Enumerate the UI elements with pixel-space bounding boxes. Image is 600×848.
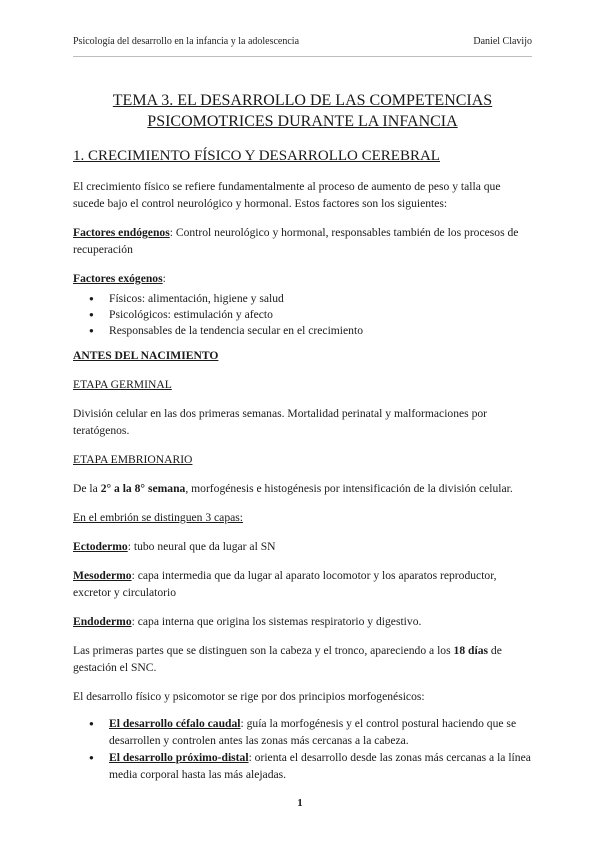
embryonic-stage-heading: ETAPA EMBRIONARIO — [73, 453, 193, 466]
endoderm-label: Endodermo — [73, 615, 132, 628]
gestation-days: 18 días — [453, 644, 489, 657]
principle-label: El desarrollo céfalo caudal — [109, 717, 241, 730]
header-course-title: Psicología del desarrollo en la infancia y la adolescencia — [73, 36, 300, 47]
first-parts-paragraph: Las primeras partes que se distinguen son la cabeza y el tronco, apareciendo a los 18 días de gestación el SNC. — [73, 644, 502, 674]
ectoderm-paragraph: Ectodermo: tubo neural que da lugar al SN — [73, 540, 276, 553]
intro-paragraph: El crecimiento físico se refiere fundamentalmente al proceso de aumento de peso y talla que sucede bajo el control neurológico y hormonal. Estos factores son los siguientes: — [73, 180, 501, 210]
endogenous-factors-text: : Control neurológico y hormonal, responsables también de los procesos de recuperación — [73, 226, 519, 256]
exogenous-factors-list — [73, 291, 532, 339]
header-divider — [73, 56, 532, 57]
ectoderm-label: Ectodermo — [73, 540, 128, 553]
endogenous-factors-label: Factores endógenos — [73, 226, 170, 239]
list-item: ● El desarrollo próximo-distal: orienta el desarrollo desde las zonas más cercanas a la línea media corporal hasta las más alejadas. — [109, 749, 532, 783]
page-header — [73, 36, 532, 47]
page-number: 1 — [297, 797, 303, 809]
section-heading: 1. CRECIMIENTO FÍSICO Y DESARROLLO CEREBRAL — [73, 148, 440, 164]
document-title: TEMA 3. EL DESARROLLO DE LAS COMPETENCIAS PSICOMOTRICES DURANTE LA INFANCIA — [112, 92, 493, 130]
endoderm-paragraph: Endodermo: capa interna que origina los sistemas respiratorio y digestivo. — [73, 615, 422, 628]
exogenous-factors-paragraph — [73, 270, 532, 287]
header-author: Daniel Clavijo — [473, 36, 532, 47]
layers-heading: En el embrión se distinguen 3 capas: — [73, 511, 244, 524]
list-item: ● Psicológicos: estimulación y afecto — [109, 307, 532, 323]
exogenous-factors-colon: : — [162, 272, 166, 285]
list-item: ● El desarrollo céfalo caudal: guía la morfogénesis y el control postural haciendo que se desarrollen y controlen antes las zonas más cercanas a la cabeza. — [109, 715, 532, 749]
germinal-stage-text: División celular en las dos primeras semanas. Mortalidad perinatal y malformaciones por teratógenos. — [73, 407, 488, 437]
list-item: ● Físicos: alimentación, higiene y salud — [109, 291, 532, 307]
embryonic-stage-text: De la 2° a la 8° semana, morfogénesis e histogénesis por intensificación de la división celular. — [73, 482, 513, 495]
principles-list — [73, 715, 532, 783]
endogenous-factors-paragraph — [73, 224, 532, 258]
principle-label: El desarrollo próximo-distal — [109, 751, 249, 764]
list-item: ● Responsables de la tendencia secular en el crecimiento — [109, 323, 532, 339]
mesoderm-paragraph: Mesodermo: capa intermedia que da lugar al aparato locomotor y los aparatos reproductor, excretor y circulatorio — [73, 569, 497, 599]
before-birth-heading: ANTES DEL NACIMIENTO — [73, 349, 219, 362]
principles-intro: El desarrollo físico y psicomotor se rige por dos principios morfogenésicos: — [73, 690, 425, 703]
germinal-stage-heading: ETAPA GERMINAL — [73, 378, 172, 391]
exogenous-factors-label: Factores exógenos — [73, 272, 163, 285]
document-body — [73, 90, 532, 783]
embryonic-weeks: 2° a la 8° semana — [100, 482, 186, 495]
mesoderm-label: Mesodermo — [73, 569, 132, 582]
